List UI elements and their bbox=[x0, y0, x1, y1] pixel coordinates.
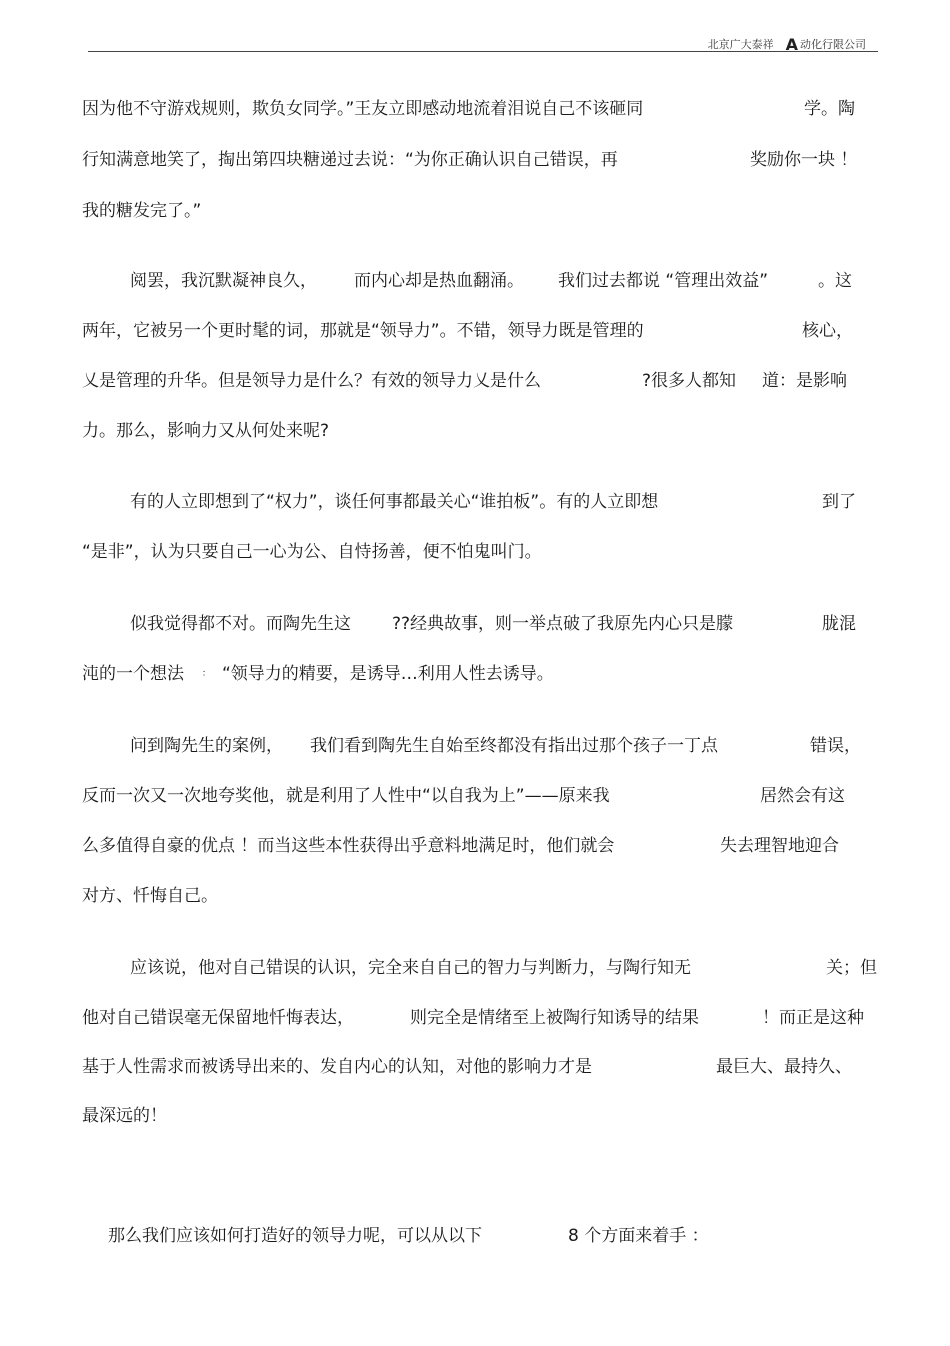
text-segment: 两年，它被另一个更时髦的词，那就是“领导力”。不错，领导力既是管理的 bbox=[82, 321, 644, 341]
text-segment: “是非”，认为只要自己一心为公、自恃扬善，便不怕鬼叫门。 bbox=[82, 542, 542, 562]
text-line bbox=[82, 731, 882, 761]
text-line bbox=[82, 1221, 882, 1251]
text-segment: 我的糖发完了。” bbox=[82, 201, 202, 221]
text-line bbox=[82, 145, 882, 175]
text-segment: 。这 bbox=[818, 271, 852, 291]
text-segment: 到了 bbox=[822, 492, 856, 512]
text-segment: 对方、忏悔自己。 bbox=[82, 886, 218, 906]
text-segment: ！而正是这种 bbox=[762, 1008, 864, 1028]
text-line bbox=[82, 94, 882, 124]
text-segment: ??经典故事，则一举点破了我原先内心只是朦 bbox=[392, 614, 734, 634]
text-segment: 基于人性需求而被诱导出来的、发自内心的认知，对他的影响力才是 bbox=[82, 1057, 592, 1077]
text-line bbox=[82, 609, 882, 639]
text-segment: 失去理智地迎合 bbox=[720, 836, 839, 856]
text-line bbox=[82, 1003, 882, 1033]
text-segment: 8 个方面来着手 ： bbox=[568, 1226, 709, 1246]
text-line bbox=[82, 196, 882, 226]
text-segment: 居然会有这 bbox=[760, 786, 845, 806]
text-segment: 则完全是情绪至上被陶行知诱导的结果 bbox=[410, 1008, 699, 1028]
text-segment: 行知满意地笑了，掏出第四块糖递过去说：“为你正确认识自己错误，再 bbox=[82, 150, 618, 170]
text-segment: 核心， bbox=[802, 321, 853, 341]
company-name-part1: 北京广大泰祥 bbox=[707, 38, 774, 51]
text-segment: 最深远的！ bbox=[82, 1106, 167, 1126]
text-segment: 阅罢，我沉默凝神良久， bbox=[130, 271, 317, 291]
text-segment: 因为他不守游戏规则，欺负女同学。”王友立即感动地流着泪说自己不该砸同 bbox=[82, 99, 644, 119]
text-line bbox=[82, 953, 882, 983]
text-segment: ?很多人都知 bbox=[642, 371, 737, 391]
text-line bbox=[82, 316, 882, 346]
text-segment: 我们过去都说 “管理出效益” bbox=[558, 271, 769, 291]
text-segment: 胧混 bbox=[822, 614, 856, 634]
text-segment: 奖励你一块 ！ bbox=[750, 150, 858, 170]
text-segment: 错误， bbox=[810, 736, 861, 756]
company-logo-letter: A bbox=[785, 35, 798, 54]
text-segment: 力。那么，影响力又从何处来呢? bbox=[82, 421, 330, 441]
text-line bbox=[82, 1101, 882, 1131]
text-line bbox=[82, 487, 882, 517]
text-line bbox=[82, 537, 882, 567]
text-segment: “领导力的精要，是诱导…利用人性去诱导。 bbox=[222, 664, 554, 684]
text-segment: 他对自己错误毫无保留地忏悔表达， bbox=[82, 1008, 354, 1028]
text-segment: 反而一次又一次地夸奖他，就是利用了人性中“以自我为上”——原来我 bbox=[82, 786, 610, 806]
text-segment: ： bbox=[202, 669, 212, 679]
text-segment: 乂是管理的升华。但是领导力是什么？有效的领导力乂是什么 bbox=[82, 371, 541, 391]
text-line bbox=[82, 659, 882, 689]
text-segment: 而内心却是热血翻涌。 bbox=[354, 271, 524, 291]
company-name-part2: 动化行限公司 bbox=[800, 38, 866, 51]
text-segment: 最巨大、最持久、 bbox=[716, 1057, 852, 1077]
text-segment: 道：是影响 bbox=[762, 371, 847, 391]
header-company-name bbox=[708, 36, 866, 52]
text-line bbox=[82, 881, 882, 911]
text-line bbox=[82, 266, 882, 296]
text-segment: 有的人立即想到了“权力”，谈任何事都最关心“谁拍板”。有的人立即想 bbox=[130, 492, 659, 512]
text-line bbox=[82, 416, 882, 446]
text-segment: 学。陶 bbox=[804, 99, 855, 119]
text-segment: 问到陶先生的案例， bbox=[130, 736, 283, 756]
text-segment: 那么我们应该如何打造好的领导力呢，可以从以下 bbox=[108, 1226, 482, 1246]
text-line bbox=[82, 781, 882, 811]
text-line bbox=[82, 1052, 882, 1082]
text-line bbox=[82, 366, 882, 396]
text-segment: 似我觉得都不对。而陶先生这 bbox=[130, 614, 351, 634]
text-segment: 关；但 bbox=[826, 958, 877, 978]
text-segment: 应该说，他对自己错误的认识，完全来自自己的智力与判断力，与陶行知无 bbox=[130, 958, 691, 978]
text-line bbox=[82, 831, 882, 861]
text-segment: 么多值得自豪的优点 ！而当这些本性获得出乎意料地满足时，他们就会 bbox=[82, 836, 615, 856]
text-segment: 我们看到陶先生自始至终都没有指出过那个孩子一丁点 bbox=[310, 736, 718, 756]
text-segment: 沌的一个想法 bbox=[82, 664, 184, 684]
page-header bbox=[88, 30, 878, 52]
